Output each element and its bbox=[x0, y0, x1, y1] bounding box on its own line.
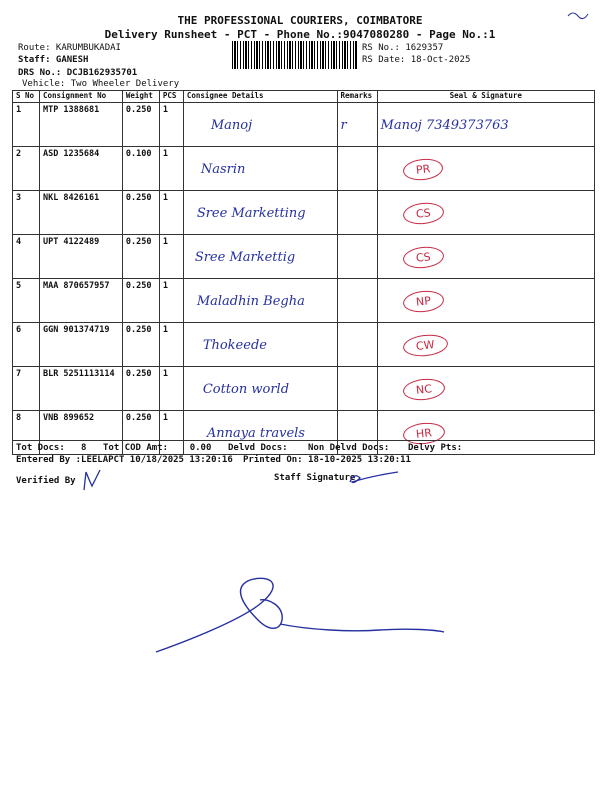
table-row bbox=[13, 147, 595, 191]
seal-cell bbox=[377, 191, 594, 235]
pcs-cell: 1 bbox=[159, 103, 183, 147]
remarks-cell bbox=[337, 191, 377, 235]
sno-cell: 1 bbox=[13, 103, 40, 147]
consignment-cell: MAA 870657957 bbox=[39, 279, 122, 323]
weight-cell: 0.250 bbox=[122, 235, 159, 279]
seal-cell bbox=[377, 279, 594, 323]
sno-cell: 5 bbox=[13, 279, 40, 323]
consignment-cell: GGN 901374719 bbox=[39, 323, 122, 367]
footer-divider bbox=[12, 440, 595, 441]
large-signature bbox=[150, 570, 450, 660]
seal-cell bbox=[377, 323, 594, 367]
verifier-signature bbox=[80, 468, 104, 492]
barcode bbox=[232, 41, 357, 69]
consignee-cell: Manoj bbox=[183, 103, 337, 147]
weight-cell: 0.250 bbox=[122, 411, 159, 455]
table-header-row bbox=[13, 91, 595, 103]
staff-label: Staff: GANESH bbox=[18, 55, 89, 65]
pcs-cell: 1 bbox=[159, 323, 183, 367]
col-sno: S No bbox=[13, 91, 40, 103]
rs-date-label: RS Date: 18-Oct-2025 bbox=[362, 55, 471, 65]
verified-by-label: Verified By bbox=[16, 476, 76, 486]
remarks-cell bbox=[337, 147, 377, 191]
seal-stamp: NC bbox=[402, 377, 446, 402]
staff-signature-label: Staff Signature bbox=[274, 473, 356, 483]
drs-label: DRS No.: DCJB162935701 bbox=[18, 68, 138, 78]
sno-cell: 2 bbox=[13, 147, 40, 191]
printed-on: Printed On: 18-10-2025 13:20:11 bbox=[243, 455, 411, 465]
col-consignment: Consignment No bbox=[39, 91, 122, 103]
weight-cell: 0.100 bbox=[122, 147, 159, 191]
table-row bbox=[13, 191, 595, 235]
remarks-cell bbox=[337, 367, 377, 411]
remarks-cell bbox=[337, 279, 377, 323]
table-row bbox=[13, 235, 595, 279]
pcs-cell: 1 bbox=[159, 235, 183, 279]
tot-docs: Tot Docs: 8 bbox=[16, 443, 87, 453]
consignee-cell: Annaya travels bbox=[183, 411, 337, 455]
seal-cell bbox=[377, 367, 594, 411]
consignee-cell: Thokeede bbox=[183, 323, 337, 367]
pcs-cell: 1 bbox=[159, 191, 183, 235]
seal-cell bbox=[377, 235, 594, 279]
sno-cell: 4 bbox=[13, 235, 40, 279]
entered-by: Entered By :LEELAPCT 10/18/2025 13:20:16 bbox=[16, 455, 233, 465]
tot-cod: Tot COD Amt: 0.00 bbox=[103, 443, 212, 453]
consignment-cell: ASD 1235684 bbox=[39, 147, 122, 191]
company-title: THE PROFESSIONAL COURIERS, COIMBATORE bbox=[177, 14, 423, 27]
consignment-cell: MTP 1388681 bbox=[39, 103, 122, 147]
col-consignee: Consignee Details bbox=[183, 91, 337, 103]
consignment-cell: UPT 4122489 bbox=[39, 235, 122, 279]
remarks-cell bbox=[337, 235, 377, 279]
sno-cell: 6 bbox=[13, 323, 40, 367]
non-delvd-docs: Non Delvd Docs: bbox=[308, 443, 390, 453]
remarks-cell bbox=[337, 323, 377, 367]
consignment-cell: VNB 899652 bbox=[39, 411, 122, 455]
seal-cell: Manoj 7349373763 bbox=[377, 103, 594, 147]
remarks-cell: r bbox=[337, 103, 377, 147]
consignee-cell: Sree Markettig bbox=[183, 235, 337, 279]
weight-cell: 0.250 bbox=[122, 367, 159, 411]
seal-stamp: CW bbox=[402, 333, 449, 359]
sno-cell: 3 bbox=[13, 191, 40, 235]
pcs-cell: 1 bbox=[159, 147, 183, 191]
consignment-cell: NKL 8426161 bbox=[39, 191, 122, 235]
vehicle-label: Vehicle: Two Wheeler Delivery bbox=[22, 79, 180, 89]
route-label: Route: KARUMBUKADAI bbox=[18, 43, 121, 53]
seal-stamp: NP bbox=[402, 289, 445, 314]
seal-stamp: CS bbox=[402, 201, 445, 226]
pcs-cell: 1 bbox=[159, 367, 183, 411]
consignee-cell: Sree Marketting bbox=[183, 191, 337, 235]
table-row bbox=[13, 103, 595, 147]
delvd-docs: Delvd Docs: bbox=[228, 443, 288, 453]
table-row bbox=[13, 367, 595, 411]
staff-signature bbox=[346, 468, 406, 490]
seal-cell bbox=[377, 147, 594, 191]
weight-cell: 0.250 bbox=[122, 191, 159, 235]
runsheet-subtitle: Delivery Runsheet - PCT - Phone No.:9047080280 - Page No.:1 bbox=[104, 28, 496, 41]
pcs-cell: 1 bbox=[159, 411, 183, 455]
consignee-cell: Cotton world bbox=[183, 367, 337, 411]
col-seal: Seal & Signature bbox=[377, 91, 594, 103]
weight-cell: 0.250 bbox=[122, 279, 159, 323]
col-pcs: PCS bbox=[159, 91, 183, 103]
pcs-cell: 1 bbox=[159, 279, 183, 323]
weight-cell: 0.250 bbox=[122, 323, 159, 367]
consignment-cell: BLR 5251113114 bbox=[39, 367, 122, 411]
seal-stamp: PR bbox=[402, 157, 444, 182]
col-weight: Weight bbox=[122, 91, 159, 103]
table-row bbox=[13, 411, 595, 455]
sno-cell: 8 bbox=[13, 411, 40, 455]
col-remarks: Remarks bbox=[337, 91, 377, 103]
seal-stamp: CS bbox=[402, 245, 445, 270]
consignee-cell: Nasrin bbox=[183, 147, 337, 191]
delvy-pts: Delvy Pts: bbox=[408, 443, 463, 453]
weight-cell: 0.250 bbox=[122, 103, 159, 147]
table-row bbox=[13, 323, 595, 367]
consignee-cell: Maladhin Begha bbox=[183, 279, 337, 323]
seal-stamp: HR bbox=[402, 421, 446, 446]
sno-cell: 7 bbox=[13, 367, 40, 411]
corner-scribble bbox=[566, 8, 594, 20]
runsheet-table bbox=[12, 90, 595, 455]
rs-no-label: RS No.: 1629357 bbox=[362, 43, 444, 53]
table-row bbox=[13, 279, 595, 323]
